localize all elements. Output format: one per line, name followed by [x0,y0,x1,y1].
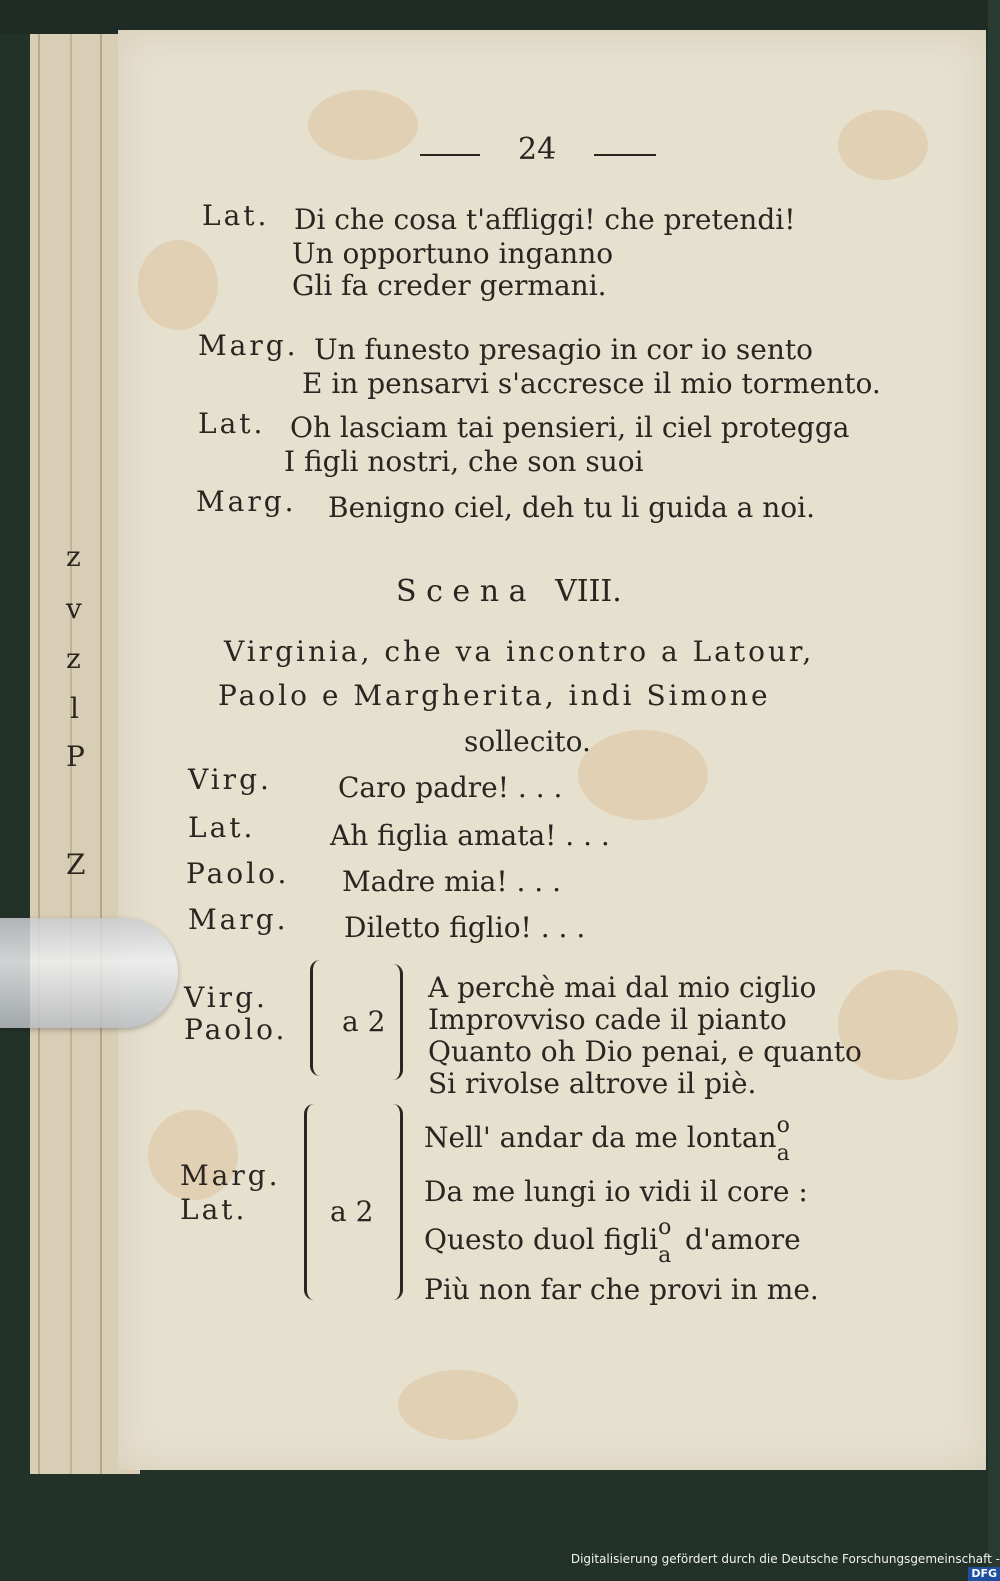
scanner-background-right [988,0,1000,1574]
verse-line: Nell' andar da me lontan o a [424,1113,790,1166]
margin-bleed-letter: z [66,540,81,573]
speaker-label: Lat. [202,199,270,232]
speaker-label: Marg. [196,485,297,518]
right-brace [388,1104,403,1300]
paper-stain [838,110,928,180]
speaker-label: Virg. [184,981,268,1014]
verse-line: Si rivolse altrove il piè. [428,1067,757,1100]
scene-heading: S c e n a VIII. [396,574,622,609]
margin-bleed-letter: z [66,642,81,675]
speaker-label: Marg. [198,329,299,362]
folio-dash-left [420,154,480,156]
footer-credit: Digitalisierung gefördert durch die Deutsche Forschungsgemeinschaft - [570,1552,1000,1566]
verse-line: Oh lasciam tai pensieri, il ciel protegga [290,411,850,444]
verse-line: Quanto oh Dio penai, e quanto [428,1035,862,1068]
verse-line: I figli nostri, che son suoi [284,445,644,478]
margin-bleed-letter: Z [66,848,86,881]
paper-stain [578,730,708,820]
dialogue-line: Madre mia! . . . [342,865,561,898]
verse-line: A perchè mai dal mio ciglio [428,971,817,1004]
verse-line: Un opportuno inganno [292,237,614,270]
dialogue-line: Ah figlia amata! . . . [330,819,610,852]
book-page [118,30,986,1470]
speaker-label: Virg. [188,763,272,796]
verse-line: Di che cosa t'affliggi! che pretendi! [294,203,796,236]
paper-stain [138,240,218,330]
folio-dash-right [594,154,656,156]
margin-bleed-letter: P [66,740,85,773]
dialogue-line: Caro padre! . . . [338,771,563,804]
left-brace [304,1104,319,1300]
dialogue-line: Diletto figlio! . . . [344,911,586,944]
stage-direction-line: sollecito. [464,725,591,758]
a-due-marker: a 2 [342,1005,386,1038]
speaker-label: Paolo. [184,1013,288,1046]
paper-stain [398,1370,518,1440]
speaker-label: Lat. [188,811,256,844]
left-brace [310,960,323,1076]
paper-stain [308,90,418,160]
verse-line: Improvviso cade il pianto [428,1003,787,1036]
margin-bleed-letter: l [70,692,79,725]
speaker-label: Marg. [188,903,289,936]
verse-line: Benigno ciel, deh tu li guida a noi. [328,491,816,524]
stage-direction-line: Virginia, che va incontro a Latour, [224,635,815,668]
stage-direction-line: Paolo e Margherita, indi Simone [218,679,771,712]
speaker-label: Lat. [180,1193,248,1226]
page-clip [0,918,178,1028]
verse-line: E in pensarvi s'accresce il mio tormento. [302,367,881,400]
verse-line: Gli fa creder germani. [292,269,607,302]
verse-line: Da me lungi io vidi il core : [424,1175,808,1208]
margin-bleed-letter: v [66,592,82,625]
dfg-logo: DFG [968,1567,1000,1581]
scanner-background-top [0,0,1000,34]
page-number: 24 [518,132,557,167]
a-due-marker: a 2 [330,1195,374,1228]
speaker-label: Marg. [180,1159,281,1192]
right-brace [390,964,403,1080]
speaker-label: Paolo. [186,857,290,890]
digitization-footer [540,1552,1000,1580]
verse-line: Più non far che provi in me. [424,1273,819,1306]
verse-line: Un funesto presagio in cor io sento [314,333,813,366]
speaker-label: Lat. [198,407,266,440]
verse-line: Questo duol figli o a d'amore [424,1215,801,1268]
